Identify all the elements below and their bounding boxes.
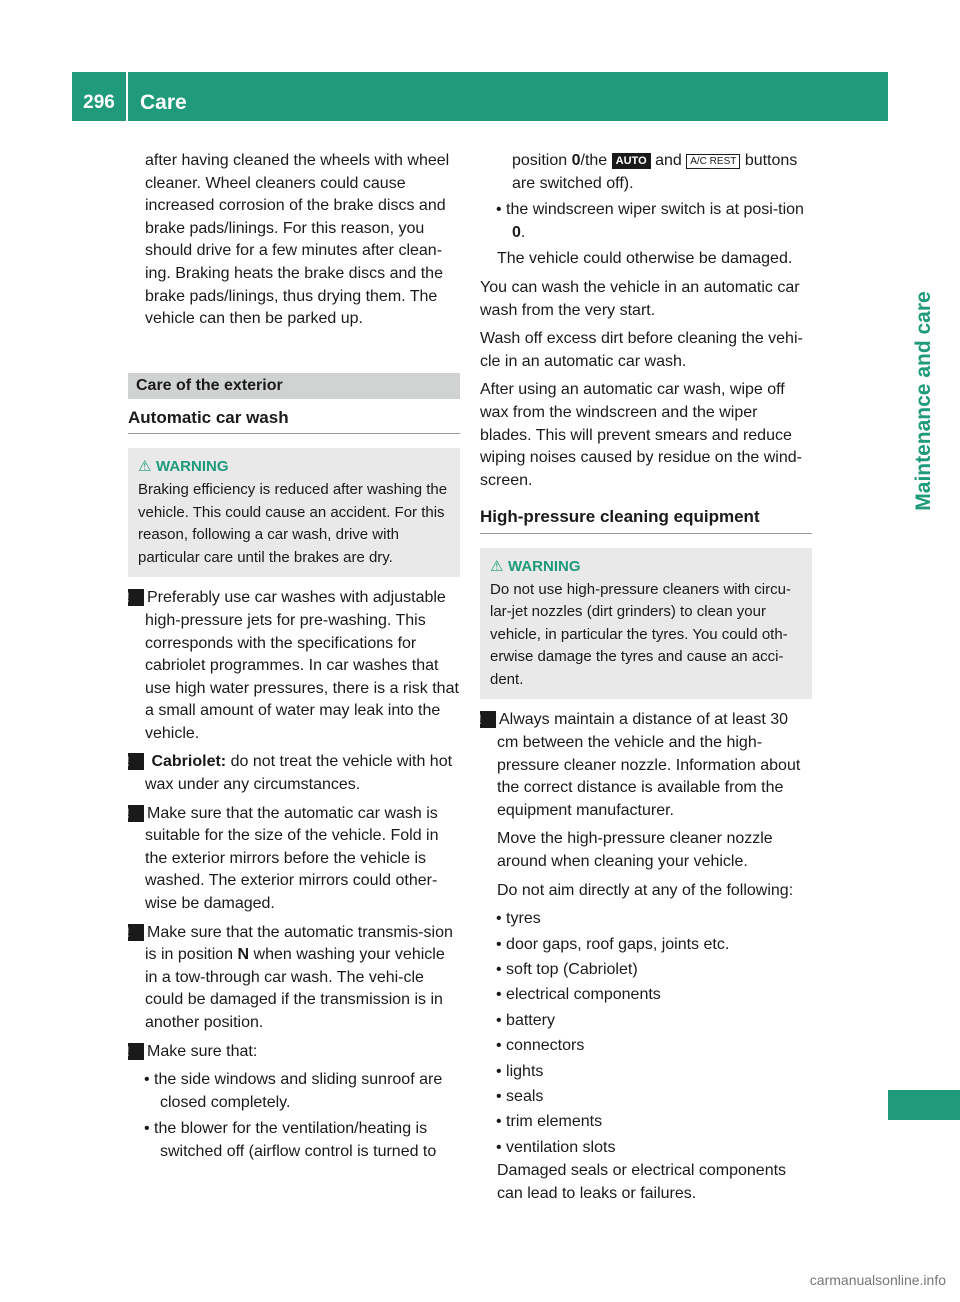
list-item: • lights <box>496 1062 544 1080</box>
paragraph: Wash off excess dirt before cleaning the vehi-cle in an automatic car wash. <box>480 330 803 370</box>
warning-text: Do not use high-pressure cleaners with circu-lar-jet nozzles (dirt grinders) to clean your vehicle, in particular the tyres. You could oth-erwise damage the tyres and cause an acci-dent. <box>490 580 791 688</box>
warning-box <box>480 548 812 700</box>
side-tab-marker <box>888 1090 960 1120</box>
list-item: • electrical components <box>496 986 661 1004</box>
aim-list <box>480 906 812 1160</box>
ac-button-icon: A/C REST <box>686 154 740 169</box>
left-column <box>125 150 460 1164</box>
right-column <box>477 150 812 1205</box>
list-item: • the side windows and sliding sunroof are closed completely. <box>144 1071 443 1111</box>
note-distance: ! Always maintain a distance of at least 30 cm between the vehicle and the high-pressure cleaner nozzle. Information about the correct distance is available from the equipment manufacturer. <box>477 711 801 819</box>
caution-icon: ! <box>128 589 144 606</box>
care-band: Care of the exterior <box>128 373 460 399</box>
caution-icon: ! <box>128 753 144 770</box>
caution-icon: ! <box>128 1043 144 1060</box>
damaged-text: The vehicle could otherwise be damaged. <box>497 250 793 268</box>
continued-text: position 0/the AUTO and A/C REST buttons are switched off). <box>512 152 798 192</box>
paragraph: After using an automatic car wash, wipe off wax from the windscreen and the wiper blades. This will prevent smears and reduce wiping noises caused by residue on the wind-screen. <box>480 381 802 489</box>
note-make-sure: ! Make sure that: <box>125 1042 258 1060</box>
warning-triangle-icon: ⚠ <box>138 458 152 476</box>
side-tab <box>888 121 960 681</box>
list-item: • ventilation slots <box>496 1138 616 1156</box>
intro-paragraph: after having cleaned the wheels with wheel cleaner. Wheel cleaners could cause increased corrosion of the brake discs and brake pads/linings. For this reason, you should drive for a few minutes after clean-ing. Braking heats the brake discs and the brake pads/linings, thus drying them. The vehicle can then be parked up. <box>145 152 450 328</box>
paragraph: You can wash the vehicle in an automatic car wash from the very start. <box>480 278 800 319</box>
caution-icon: ! <box>128 924 144 941</box>
list-item: • tyres <box>496 910 541 928</box>
warning-triangle-icon: ⚠ <box>490 557 504 575</box>
side-tab-label: Maintenance and care <box>912 291 935 511</box>
list-item: • door gaps, roof gaps, joints etc. <box>496 935 730 953</box>
warning-text: Braking efficiency is reduced after washing the vehicle. This could cause an accident. For this reason, following a car wash, drive with particular care until the brakes are dry. <box>138 480 448 566</box>
caution-icon: ! <box>480 711 496 728</box>
note-adjustable-jets: ! Preferably use car washes with adjustable high-pressure jets for pre-washing. This corresponds with the specifications for cabriolet programmes. In car washes that use high water pressures, there is a risk that a small amount of water may leak into the vehicle. <box>125 589 459 742</box>
list-item: • soft top (Cabriolet) <box>496 961 638 979</box>
note-car-wash-size: ! Make sure that the automatic car wash is suitable for the size of the vehicle. Fold in the exterior mirrors before the vehicle is washed. The exterior mirrors could other-wise be damaged. <box>125 804 439 913</box>
list-item: • trim elements <box>496 1113 603 1131</box>
page-number: 296 <box>83 92 115 113</box>
closing-text: Damaged seals or electrical components can lead to leaks or failures. <box>497 1162 787 1202</box>
list-item: • the blower for the ventilation/heating is switched off (airflow control is turned to <box>144 1120 437 1160</box>
warning-title: WARNING <box>508 557 581 575</box>
list-item: • the windscreen wiper switch is at posi-tion 0. <box>496 201 804 241</box>
caution-icon: ! <box>128 805 144 822</box>
list-item: • connectors <box>496 1037 585 1055</box>
note-cabriolet: ! Cabriolet: do not treat the vehicle with hot wax under any circumstances. <box>125 753 453 794</box>
section-title: Care <box>140 91 187 114</box>
do-not-aim-text: Do not aim directly at any of the following: <box>497 881 794 899</box>
watermark: carmanualsonline.info <box>809 1272 946 1288</box>
list-item: • battery <box>496 1011 555 1029</box>
warning-box <box>128 448 460 577</box>
note-transmission: ! Make sure that the automatic transmis-sion is in position N when washing your vehicle in a tow-through car wash. The vehi-cle could be damaged if the transmission is in another position. <box>125 923 453 1031</box>
header-bar <box>72 72 888 121</box>
auto-button-icon: AUTO <box>612 153 651 169</box>
subhead-car-wash: Automatic car wash <box>128 407 460 435</box>
warning-title: WARNING <box>156 458 229 476</box>
header-divider <box>126 72 128 121</box>
list-item: • seals <box>496 1088 544 1106</box>
move-nozzle-text: Move the high-pressure cleaner nozzle around when cleaning your vehicle. <box>497 830 773 871</box>
subhead-high-pressure: High-pressure cleaning equipment <box>480 506 812 534</box>
